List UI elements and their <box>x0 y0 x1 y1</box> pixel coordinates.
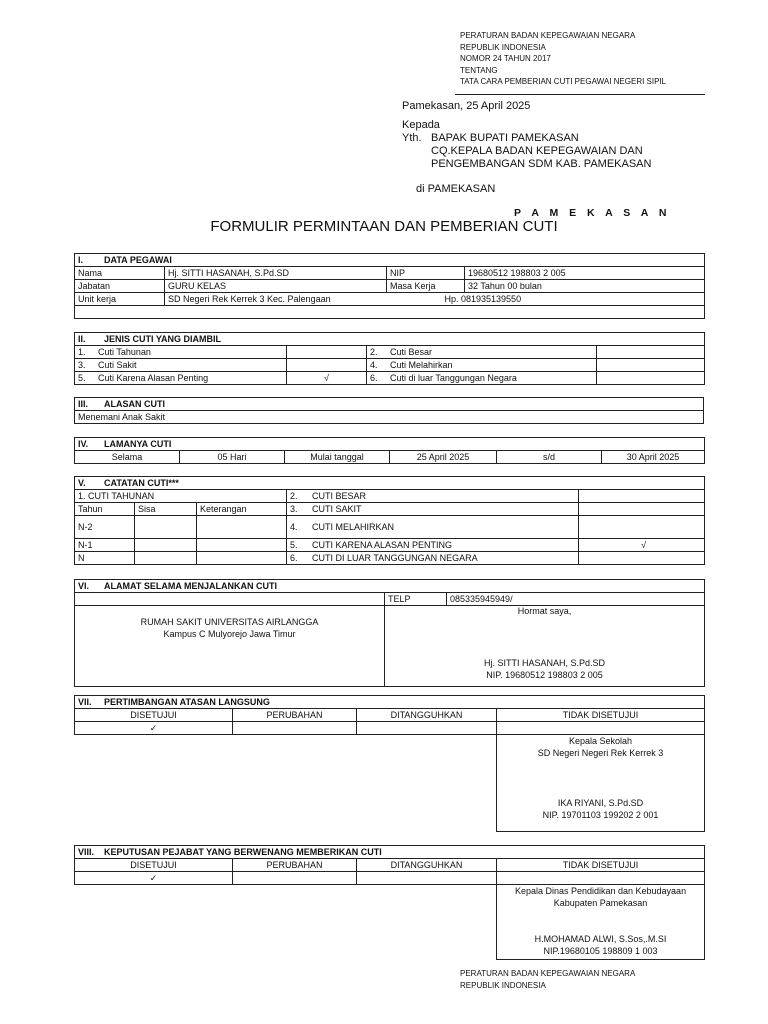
item-label: Cuti di luar Tanggungan Negara <box>390 373 517 383</box>
section-title: DATA PEGAWAI <box>104 255 172 265</box>
item-number: 2. <box>290 491 298 501</box>
leave-type-mark: √ <box>287 372 367 385</box>
section-pertimbangan-atasan <box>74 695 705 832</box>
item-label: CUTI DI LUAR TANGGUNGAN NEGARA <box>312 553 478 563</box>
section-header <box>75 477 705 490</box>
leave-type-item <box>75 346 287 359</box>
address-line: Kampus C Mulyorejo Jawa Timur <box>163 629 296 639</box>
field-label: Jabatan <box>75 280 165 293</box>
approved-mark: ✓ <box>75 722 233 735</box>
until-label: s/d <box>497 451 602 464</box>
section-number: VII. <box>78 697 92 707</box>
decision-cell <box>357 872 497 885</box>
duration-days: 05 Hari <box>180 451 285 464</box>
field-label: Nama <box>75 267 165 280</box>
employee-tenure: 32 Tahun 00 bulan <box>465 280 705 293</box>
remark-cell <box>197 539 287 552</box>
leave-note-mark <box>579 503 705 516</box>
section-title: KEPUTUSAN PEJABAT YANG BERWENANG MEMBERIKAN CUTI <box>104 847 382 857</box>
section-header <box>75 333 705 346</box>
official-name: H.MOHAMAD ALWI, S.Sos,.M.SI <box>534 934 667 944</box>
supervisor-nip: NIP. 19701103 199202 2 001 <box>542 810 659 820</box>
decision-column: DISETUJUI <box>75 709 233 722</box>
leave-note-mark <box>579 552 705 565</box>
supervisor-role: Kepala Sekolah <box>568 736 633 746</box>
official-region: Kabupaten Pamekasan <box>553 898 648 908</box>
unit-name: SD Negeri Rek Kerrek 3 Kec. Palengaan <box>168 294 331 304</box>
item-label: CUTI SAKIT <box>312 504 362 514</box>
item-label: Cuti Sakit <box>98 360 137 370</box>
di-location: di PAMEKASAN <box>416 183 496 195</box>
start-date: 25 April 2025 <box>390 451 497 464</box>
item-number: 6. <box>290 553 298 563</box>
leave-type-item <box>367 359 597 372</box>
city-spaced: P A M E K A S A N <box>514 207 671 219</box>
section-number: VI. <box>78 581 90 591</box>
regulation-divider <box>455 94 705 95</box>
addressee-line: PENGEMBANGAN SDM KAB. PAMEKASAN <box>431 158 652 170</box>
section-jenis-cuti <box>74 332 705 385</box>
section-title: ALASAN CUTI <box>104 399 165 409</box>
leave-type-mark <box>597 372 705 385</box>
item-label: CUTI KARENA ALASAN PENTING <box>312 540 453 550</box>
column-header: Sisa <box>135 503 197 516</box>
decision-cell <box>497 722 705 735</box>
column-header: Tahun <box>75 503 135 516</box>
item-label: Cuti Karena Alasan Penting <box>98 373 209 383</box>
blank-area <box>75 885 497 960</box>
decision-cell <box>357 722 497 735</box>
decision-column: DITANGGUHKAN <box>357 859 497 872</box>
decision-column: TIDAK DISETUJUI <box>497 709 705 722</box>
regulation-line: TENTANG <box>460 65 498 75</box>
field-label: NIP <box>387 267 465 280</box>
section-title: ALAMAT SELAMA MENJALANKAN CUTI <box>104 581 277 591</box>
leave-type-item <box>367 372 597 385</box>
decision-column: PERUBAHAN <box>233 709 357 722</box>
item-number: 4. <box>290 522 298 532</box>
decision-cell <box>233 722 357 735</box>
footer-line: PERATURAN BADAN KEPEGAWAIAN NEGARA <box>460 969 636 978</box>
end-date: 30 April 2025 <box>602 451 705 464</box>
year-label: N-2 <box>75 516 135 539</box>
leave-type-item <box>75 372 287 385</box>
section-number: VIII. <box>78 847 95 857</box>
section-header <box>75 846 705 859</box>
address-line: RUMAH SAKIT UNIVERSITAS AIRLANGGA <box>140 617 319 627</box>
section-number: I. <box>78 255 84 265</box>
regulation-line: REPUBLIK INDONESIA <box>460 42 546 52</box>
section-lamanya-cuti <box>74 437 705 464</box>
blank-area <box>75 735 497 832</box>
section-title: JENIS CUTI YANG DIAMBIL <box>104 334 222 344</box>
section-header <box>75 438 705 451</box>
item-number: 4. <box>370 360 378 370</box>
decision-cell <box>233 872 357 885</box>
leave-type-mark <box>287 359 367 372</box>
section-alamat-cuti <box>74 579 705 687</box>
leave-note-item <box>287 503 579 516</box>
approved-mark: ✓ <box>75 872 233 885</box>
decision-column: DITANGGUHKAN <box>357 709 497 722</box>
decision-column: DISETUJUI <box>75 859 233 872</box>
remaining-cell <box>135 539 197 552</box>
leave-note-item <box>287 539 579 552</box>
field-label: Masa Kerja <box>387 280 465 293</box>
regulation-line: PERATURAN BADAN KEPEGAWAIAN NEGARA <box>460 31 636 40</box>
official-signature <box>497 885 705 960</box>
remark-cell <box>197 552 287 565</box>
section-title: CATATAN CUTI*** <box>104 478 179 488</box>
column-header: Keterangan <box>197 503 287 516</box>
start-label: Mulai tanggal <box>285 451 390 464</box>
yth-label: Yth. <box>402 132 422 144</box>
section-header <box>75 398 704 411</box>
applicant-signature <box>385 606 705 687</box>
remark-cell <box>197 516 287 539</box>
item-number: 3. <box>78 360 86 370</box>
decision-cell <box>497 872 705 885</box>
signer-nip: NIP. 19680512 198803 2 005 <box>486 670 603 680</box>
annual-leave-label: 1. CUTI TAHUNAN <box>75 490 287 503</box>
leave-note-mark <box>579 516 705 539</box>
leave-note-item <box>287 516 579 539</box>
section-number: V. <box>78 478 86 488</box>
addressee-line: BAPAK BUPATI PAMEKASAN <box>431 132 579 144</box>
leave-note-mark <box>579 490 705 503</box>
place-date: Pamekasan, 25 April 2025 <box>402 100 531 112</box>
remaining-cell <box>135 552 197 565</box>
decision-column: PERUBAHAN <box>233 859 357 872</box>
employee-nip: 19680512 198803 2 005 <box>465 267 705 280</box>
item-label: Cuti Tahunan <box>98 347 151 357</box>
section-title: PERTIMBANGAN ATASAN LANGSUNG <box>104 697 270 707</box>
official-nip: NIP.19680105 198809 1 003 <box>543 946 658 956</box>
footer-regulation <box>460 968 635 991</box>
employee-phone: Hp. 081935139550 <box>444 294 522 304</box>
leave-type-mark <box>597 359 705 372</box>
signer-name: Hj. SITTI HASANAH, S.Pd.SD <box>484 658 606 668</box>
item-number: 5. <box>78 373 86 383</box>
leave-note-item <box>287 552 579 565</box>
address-top-cell <box>75 593 385 606</box>
official-role: Kepala Dinas Pendidikan dan Kebudayaan <box>514 886 687 896</box>
regulation-line: NOMOR 24 TAHUN 2017 <box>460 54 551 63</box>
item-number: 3. <box>290 504 298 514</box>
duration-label: Selama <box>75 451 180 464</box>
employee-unit <box>165 293 705 306</box>
item-number: 2. <box>370 347 378 357</box>
remaining-cell <box>135 516 197 539</box>
field-label: Unit kerja <box>75 293 165 306</box>
year-label: N-1 <box>75 539 135 552</box>
item-number: 1. <box>78 347 86 357</box>
section-number: IV. <box>78 439 89 449</box>
leave-type-item <box>367 346 597 359</box>
closing-greeting: Hormat saya, <box>517 606 572 616</box>
section-number: II. <box>78 334 86 344</box>
leave-type-mark <box>287 346 367 359</box>
item-label: CUTI MELAHIRKAN <box>312 522 395 532</box>
decision-column: TIDAK DISETUJUI <box>497 859 705 872</box>
supervisor-name: IKA RIYANI, S.Pd.SD <box>557 798 644 808</box>
leave-type-mark <box>597 346 705 359</box>
regulation-header <box>460 30 666 88</box>
leave-reason: Menemani Anak Sakit <box>75 411 704 424</box>
supervisor-school: SD Negeri Negeri Rek Kerrek 3 <box>537 748 664 758</box>
item-label: CUTI BESAR <box>312 491 367 501</box>
section-header <box>75 254 705 267</box>
section-keputusan-pejabat <box>74 845 705 960</box>
footer-line: REPUBLIK INDONESIA <box>460 980 546 990</box>
item-number: 6. <box>370 373 378 383</box>
addressee-line: CQ.KEPALA BADAN KEPEGAWAIAN DAN <box>431 145 643 157</box>
empty-row <box>75 306 705 319</box>
leave-note-item <box>287 490 579 503</box>
section-title: LAMANYA CUTI <box>104 439 172 449</box>
regulation-line: TATA CARA PEMBERIAN CUTI PEGAWAI NEGERI SIPIL <box>460 77 667 86</box>
kepada-label: Kepada <box>402 119 440 131</box>
phone-label: TELP <box>385 593 447 606</box>
section-header <box>75 580 705 593</box>
leave-note-mark: √ <box>579 539 705 552</box>
item-label: Cuti Melahirkan <box>390 360 453 370</box>
employee-name: Hj. SITTI HASANAH, S.Pd.SD <box>165 267 387 280</box>
section-catatan-cuti <box>74 476 705 565</box>
section-number: III. <box>78 399 89 409</box>
leave-address <box>75 606 385 687</box>
item-label: Cuti Besar <box>390 347 433 357</box>
phone-number: 085335945949/ <box>447 593 705 606</box>
year-label: N <box>75 552 135 565</box>
employee-position: GURU KELAS <box>165 280 387 293</box>
section-alasan-cuti <box>74 397 704 424</box>
section-header <box>75 696 705 709</box>
form-title: FORMULIR PERMINTAAN DAN PEMBERIAN CUTI <box>210 218 558 235</box>
section-data-pegawai <box>74 253 705 319</box>
supervisor-signature <box>497 735 705 832</box>
leave-type-item <box>75 359 287 372</box>
item-number: 5. <box>290 540 298 550</box>
